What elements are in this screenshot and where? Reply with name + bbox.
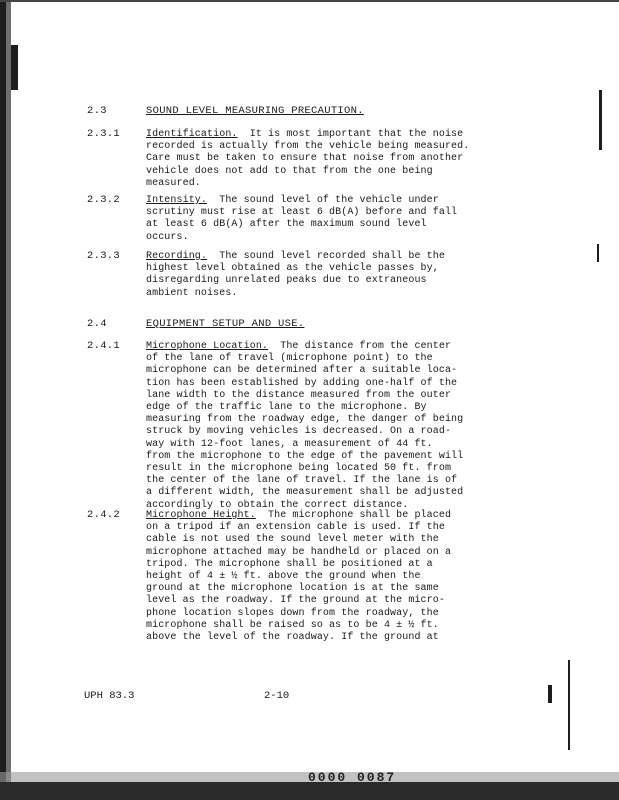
text-line: The sound level recorded shall be the [219,251,445,262]
text-line: disregarding unrelated peaks due to extraneous [146,275,427,287]
paragraph-body [146,251,488,300]
text-line: height of 4 ± ½ ft. above the ground when the [146,571,421,583]
text-line: edge of the traffic lane to the microphone. By [146,402,427,414]
section-heading: EQUIPMENT SETUP AND USE. [146,318,305,330]
text-line: The sound level of the vehicle under [219,195,439,206]
paragraph-number: 2.4.1 [87,340,121,352]
paragraph-number: 2.3.1 [87,128,121,140]
scan-edge-top [0,0,619,2]
text-line: scrutiny must rise at least 6 dB(A) before and fall [146,207,458,219]
paragraph-number: 2.3.3 [87,250,121,262]
text-line: measuring from the roadway edge, the danger of being [146,414,464,426]
text-line: occurs. [146,231,189,243]
text-line: lane width to the distance measured from the outer [146,389,452,401]
paragraph-lead: Intensity. [146,195,208,206]
scan-edge-right-mark-1 [599,90,602,150]
text-line: at least 6 dB(A) after the maximum sound level [146,219,427,231]
paragraph-number: 2.3.2 [87,194,121,206]
section-number: 2.3 [87,105,107,117]
text-line: ambient noises. [146,287,238,299]
paragraph-lead: Identification. [146,129,238,140]
paragraph-lead: Microphone Height. [146,510,256,521]
text-line: The distance from the center [280,341,452,352]
scan-edge-left-shadow [6,0,11,800]
scan-edge-right-mark-3 [548,685,552,703]
paragraph-body [146,195,488,244]
paragraph-number: 2.4.2 [87,509,121,521]
scan-edge-right-mark-2 [597,244,599,262]
text-line: ground at the microphone location is at the same [146,583,439,595]
text-line: microphone attached may be handheld or placed on a [146,546,452,558]
text-line: way with 12-foot lanes, a measurement of 44 ft. [146,438,433,450]
scan-edge-right-mark-4 [568,660,570,750]
text-line: result in the microphone being located 50 ft. from [146,463,452,475]
text-line: tion has been established by adding one-half of the [146,377,458,389]
text-line: of the lane of travel (microphone point) to the [146,353,433,365]
section-heading: SOUND LEVEL MEASURING PRECAUTION. [146,105,364,117]
text-line: microphone can be determined after a suitable loca- [146,365,458,377]
text-line: tripod. The microphone shall be positioned at a [146,558,433,570]
text-line: measured. [146,177,201,189]
text-line: the center of the lane of travel. If the lane is of [146,475,458,487]
paragraph-body [146,341,488,512]
text-line: recorded is actually from the vehicle being measured. [146,141,470,153]
scan-edge-left-mark [11,45,18,90]
text-line: accordingly to obtain the correct distance. [146,499,409,511]
paragraph-lead: Recording. [146,251,208,262]
text-line: The microphone shall be placed [268,510,452,521]
text-line: microphone shall be raised so as to be 4 ± ½ ft. [146,619,439,631]
text-line: struck by moving vehicles is decreased. On a road- [146,426,452,438]
text-line: phone location slopes down from the roadway, the [146,607,439,619]
text-line: on a tripod if an extension cable is used. If the [146,522,445,534]
text-line: It is most important that the noise [249,129,464,140]
frame-code: 0000 0087 [308,770,397,785]
text-line: Care must be taken to ensure that noise from another [146,153,464,165]
text-line: highest level obtained as the vehicle passes by, [146,263,439,275]
paragraph-body [146,129,488,190]
section-number: 2.4 [87,318,107,330]
document-id: UPH 83.3 [84,690,135,702]
paragraph-lead: Microphone Location. [146,341,269,352]
text-line: cable is not used the sound level meter with the [146,534,439,546]
text-line: vehicle does not add to that from the one being [146,165,433,177]
paragraph-body [146,510,488,644]
text-line: level as the roadway. If the ground at the micro- [146,595,445,607]
text-line: a different width, the measurement shall be adjusted [146,487,464,499]
text-line: above the level of the roadway. If the ground at [146,632,439,644]
page-number: 2-10 [264,690,290,702]
text-line: from the microphone to the edge of the pavement will [146,450,464,462]
